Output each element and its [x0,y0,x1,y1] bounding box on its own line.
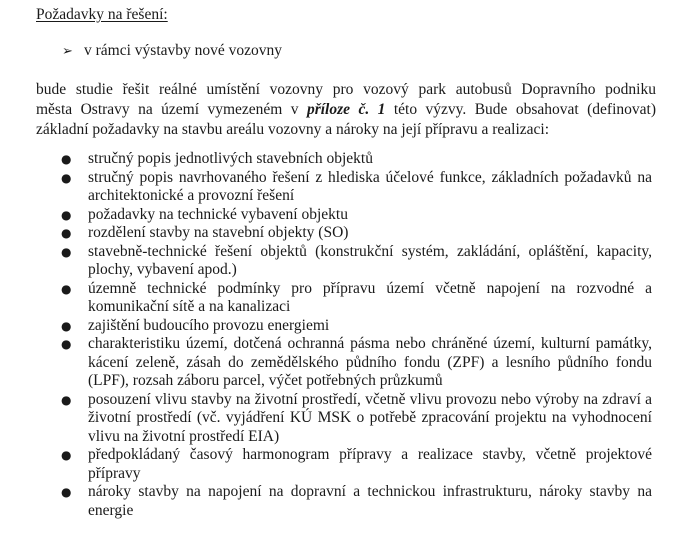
list-item-text: zajištění budoucího provozu energiemi [88,316,330,334]
intro-line-2 [36,100,656,120]
list-item-text: posouzení vlivu stavby na životní prostředí, včetně vlivu provozu nebo výroby na zdraví a životní prostředí (vč. vyjádření KÚ MSK o potřebě zpracování projektu na vyhodnocení vlivu na životní prostředí EIA) [88,390,652,445]
intro-paragraph [36,80,656,140]
list-item [36,206,652,225]
bullet-icon: ● [61,281,72,296]
list-item [36,224,652,243]
arrow-bullet-icon: ➢ [62,44,73,59]
list-item [36,483,652,520]
list-item [36,280,652,317]
bullet-icon: ● [61,448,72,462]
list-item [36,317,652,336]
bullet-icon: ● [61,485,72,499]
list-item-text: předpokládaný časový harmonogram přípravy a realizace stavby, včetně projektové přípravy [88,446,652,482]
bullet-icon: ● [61,392,72,407]
arrow-list-item-text: v rámci výstavby nové vozovny [84,42,283,59]
attachment-reference: příloze č. 1 [306,101,386,118]
list-item-text: rozdělení stavby na stavební objekty (SO) [88,224,349,241]
bullet-icon: ● [61,244,72,259]
list-item-text: nároky stavby na napojení na dopravní a technickou infrastrukturu, nároky stavby na energie [88,483,652,519]
list-item-text: územně technické podmínky pro přípravu území včetně napojení na rozvodné a komunikační sítě a na kanalizaci [88,279,652,315]
bullet-icon: ● [61,337,72,351]
list-item [36,169,652,206]
list-item [36,446,652,483]
list-item [36,391,652,447]
list-item-text: stručný popis navrhovaného řešení z hlediska účelové funkce, základních požadavků na architektonické a provozní řešení [88,168,652,204]
list-item-text: stručný popis jednotlivých stavebních objektů [88,150,373,167]
section-heading: Požadavky na řešení: [36,6,168,23]
list-item-text: požadavky na technické vybavení objektu [88,205,348,223]
arrow-list-item [62,42,282,60]
list-item-text: stavebně-technické řešení objektů (konstrukční systém, zakládání, opláštění, kapacity, plochy, vybavení apod.) [88,242,652,278]
requirements-list [36,150,652,520]
bullet-icon: ● [61,170,72,185]
bullet-icon: ● [61,318,72,333]
intro-line-2-start: města Ostravy na území vymezeném v [36,101,307,118]
bullet-icon: ● [61,207,72,222]
intro-line-3: základní požadavky na stavbu areálu vozovny a nároky na její přípravu a realizaci: [36,121,549,138]
bullet-icon: ● [61,226,72,240]
list-item [36,243,652,280]
list-item-text: charakteristiku území, dotčená ochranná pásma nebo chráněné území, kulturní památky, kácení zeleně, zásah do zemědělského půdního fondu (ZPF) a lesního půdního fondu (LPF), rozsah záboru parcel, výčet potřebných průzkumů [88,335,652,389]
intro-line-1: bude studie řešit reálné umístění vozovny pro vozový park autobusů Dopravního podniku [36,81,656,98]
bullet-icon: ● [61,152,72,166]
list-item [36,150,652,169]
intro-line-2-end: této výzvy. Bude obsahovat (definovat) [385,101,656,118]
list-item [36,335,652,391]
